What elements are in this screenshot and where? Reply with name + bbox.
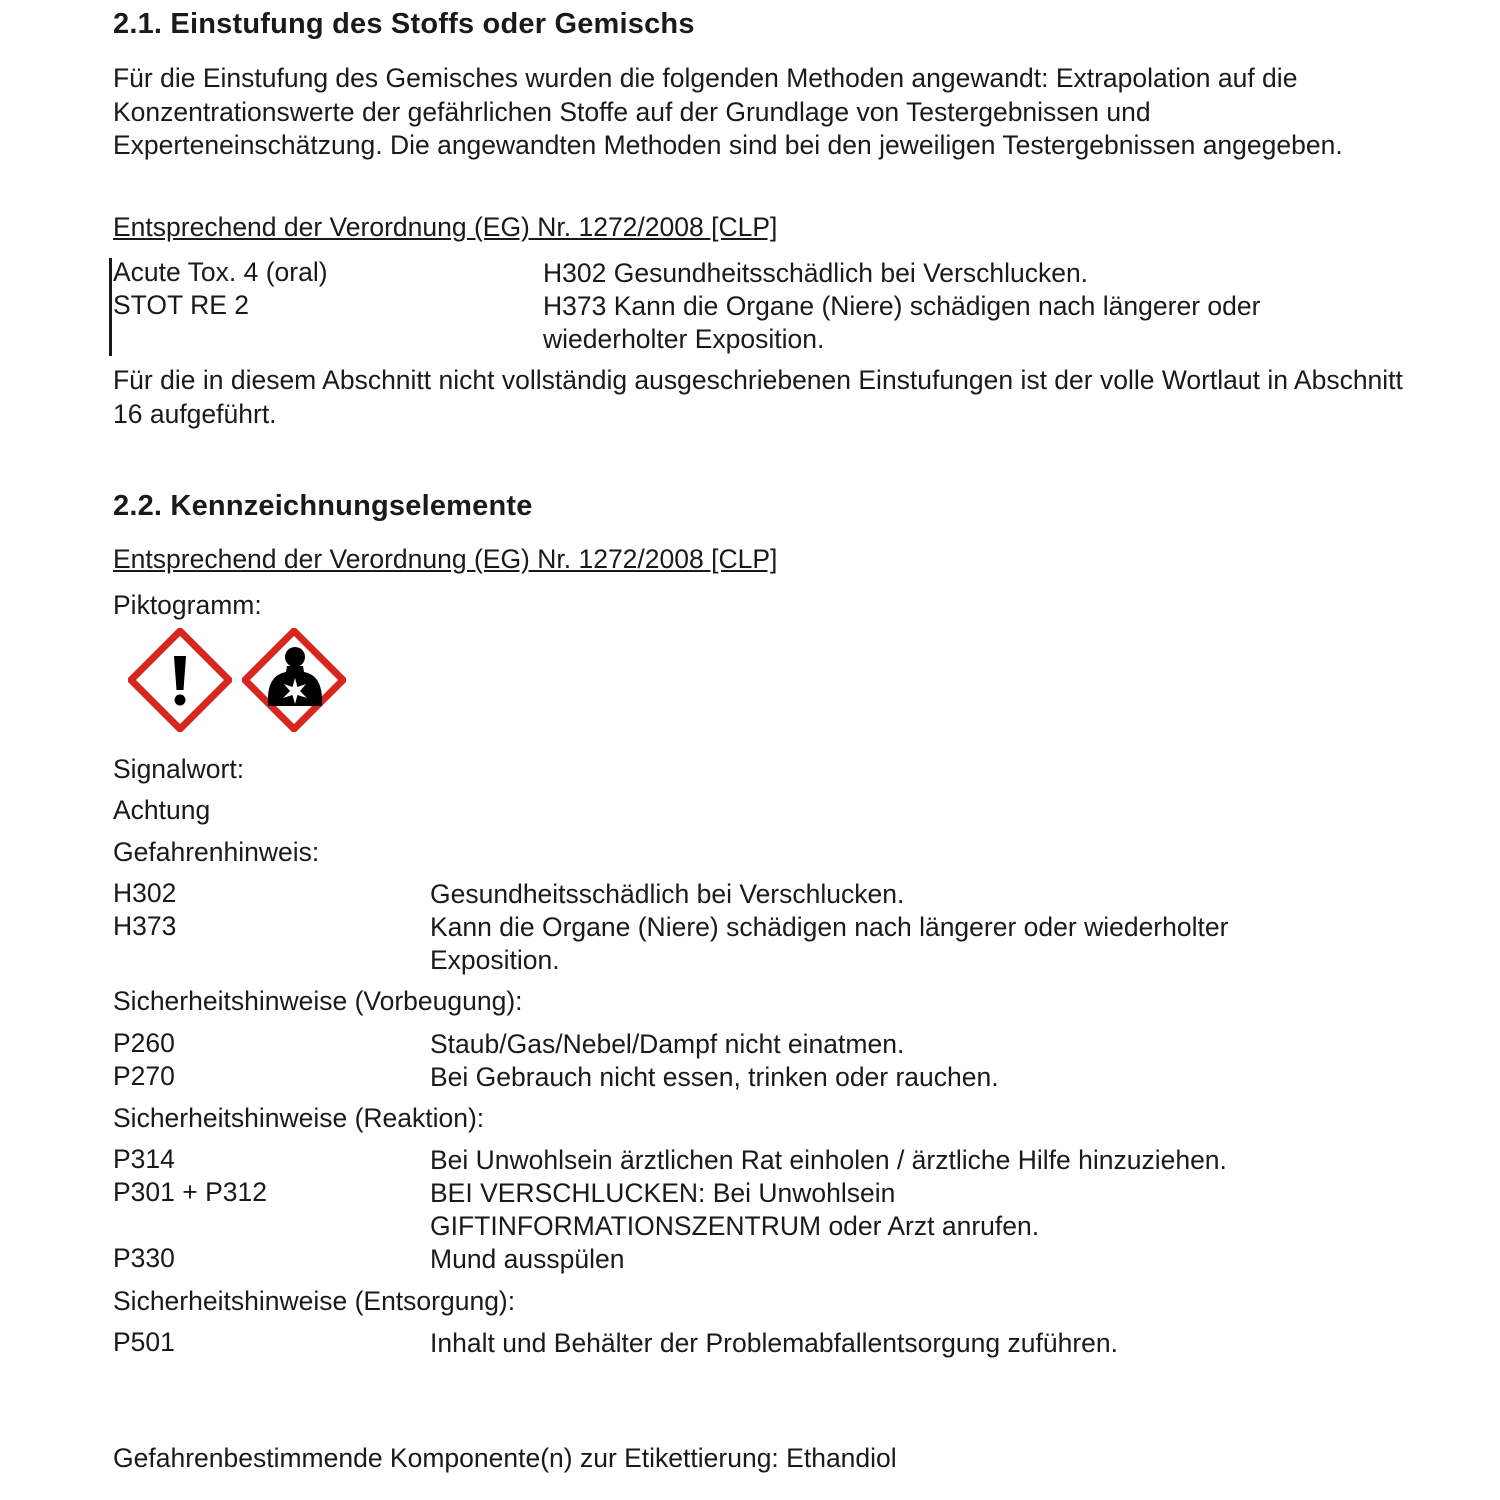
precaution-code: P314 [113, 1144, 175, 1174]
hazard-code: H302 [113, 878, 177, 908]
labelling-components: Gefahrenbestimmende Komponente(n) zur Etikettierung: Ethandiol [113, 1443, 897, 1473]
classification-statement: H373 Kann die Organe (Niere) schädigen nach längerer oder wiederholter Exposition. [543, 291, 1261, 354]
precaution-text: Bei Unwohlsein ärztlichen Rat einholen / ärztliche Hilfe hinzuziehen. [430, 1145, 1227, 1175]
hazard-text: Gesundheitsschädlich bei Verschlucken. [430, 879, 905, 909]
precaution-code: P270 [113, 1061, 175, 1091]
precaution-text: Inhalt und Behälter der Problemabfallentsorgung zuführen. [430, 1328, 1118, 1358]
regulation-heading-2-2: Entsprechend der Verordnung (EG) Nr. 1272/2008 [CLP] [113, 544, 778, 574]
precaution-code: P501 [113, 1327, 175, 1357]
section-2-1-heading: 2.1. Einstufung des Stoffs oder Gemischs [113, 8, 695, 40]
change-bar [109, 258, 112, 356]
section-2-1-intro: Für die Einstufung des Gemisches wurden die folgenden Methoden angewandt: Extrapolation auf die Konzentrationswerte der gefährlichen Stoffe auf der Grundlage von Testergebnissen und Experteneinschätzung. Die angewandten Methoden sind bei den jeweiligen Testergebnissen angegeben. [113, 63, 1343, 160]
signal-word: Achtung [113, 795, 211, 825]
section-2-2-heading: 2.2. Kennzeichnungselemente [113, 490, 533, 522]
precaution-text: Bei Gebrauch nicht essen, trinken oder rauchen. [430, 1062, 999, 1092]
precaution-text: BEI VERSCHLUCKEN: Bei Unwohlsein GIFTINFORMATIONSZENTRUM oder Arzt anrufen. [430, 1178, 1040, 1241]
prevention-label: Sicherheitshinweise (Vorbeugung): [113, 986, 523, 1016]
precaution-code: P330 [113, 1243, 175, 1273]
disposal-label: Sicherheitshinweise (Entsorgung): [113, 1286, 516, 1316]
regulation-heading-2-1: Entsprechend der Verordnung (EG) Nr. 1272/2008 [CLP] [113, 212, 778, 242]
response-label: Sicherheitshinweise (Reaktion): [113, 1103, 485, 1133]
ghs08-health-hazard-icon [242, 628, 346, 732]
hazard-code: H373 [113, 911, 177, 941]
classification-class: Acute Tox. 4 (oral) [113, 257, 328, 287]
signal-word-label: Signalwort: [113, 754, 245, 784]
precaution-text: Staub/Gas/Nebel/Dampf nicht einatmen. [430, 1029, 905, 1059]
classification-class: STOT RE 2 [113, 290, 249, 320]
pictogram-label: Piktogramm: [113, 590, 262, 620]
hazard-text: Kann die Organe (Niere) schädigen nach längerer oder wiederholter Exposition. [430, 912, 1229, 975]
classification-statement: H302 Gesundheitsschädlich bei Verschlucken. [543, 258, 1089, 288]
hazard-statements-label: Gefahrenhinweis: [113, 837, 320, 867]
precaution-code: P260 [113, 1028, 175, 1058]
precaution-text: Mund ausspülen [430, 1244, 625, 1274]
precaution-code: P301 + P312 [113, 1177, 267, 1207]
section-2-1-note: Für die in diesem Abschnitt nicht vollständig ausgeschriebenen Einstufungen ist der volle Wortlaut in Abschnitt 16 aufgeführt. [113, 365, 1403, 429]
ghs07-exclamation-mark-icon [128, 628, 232, 732]
